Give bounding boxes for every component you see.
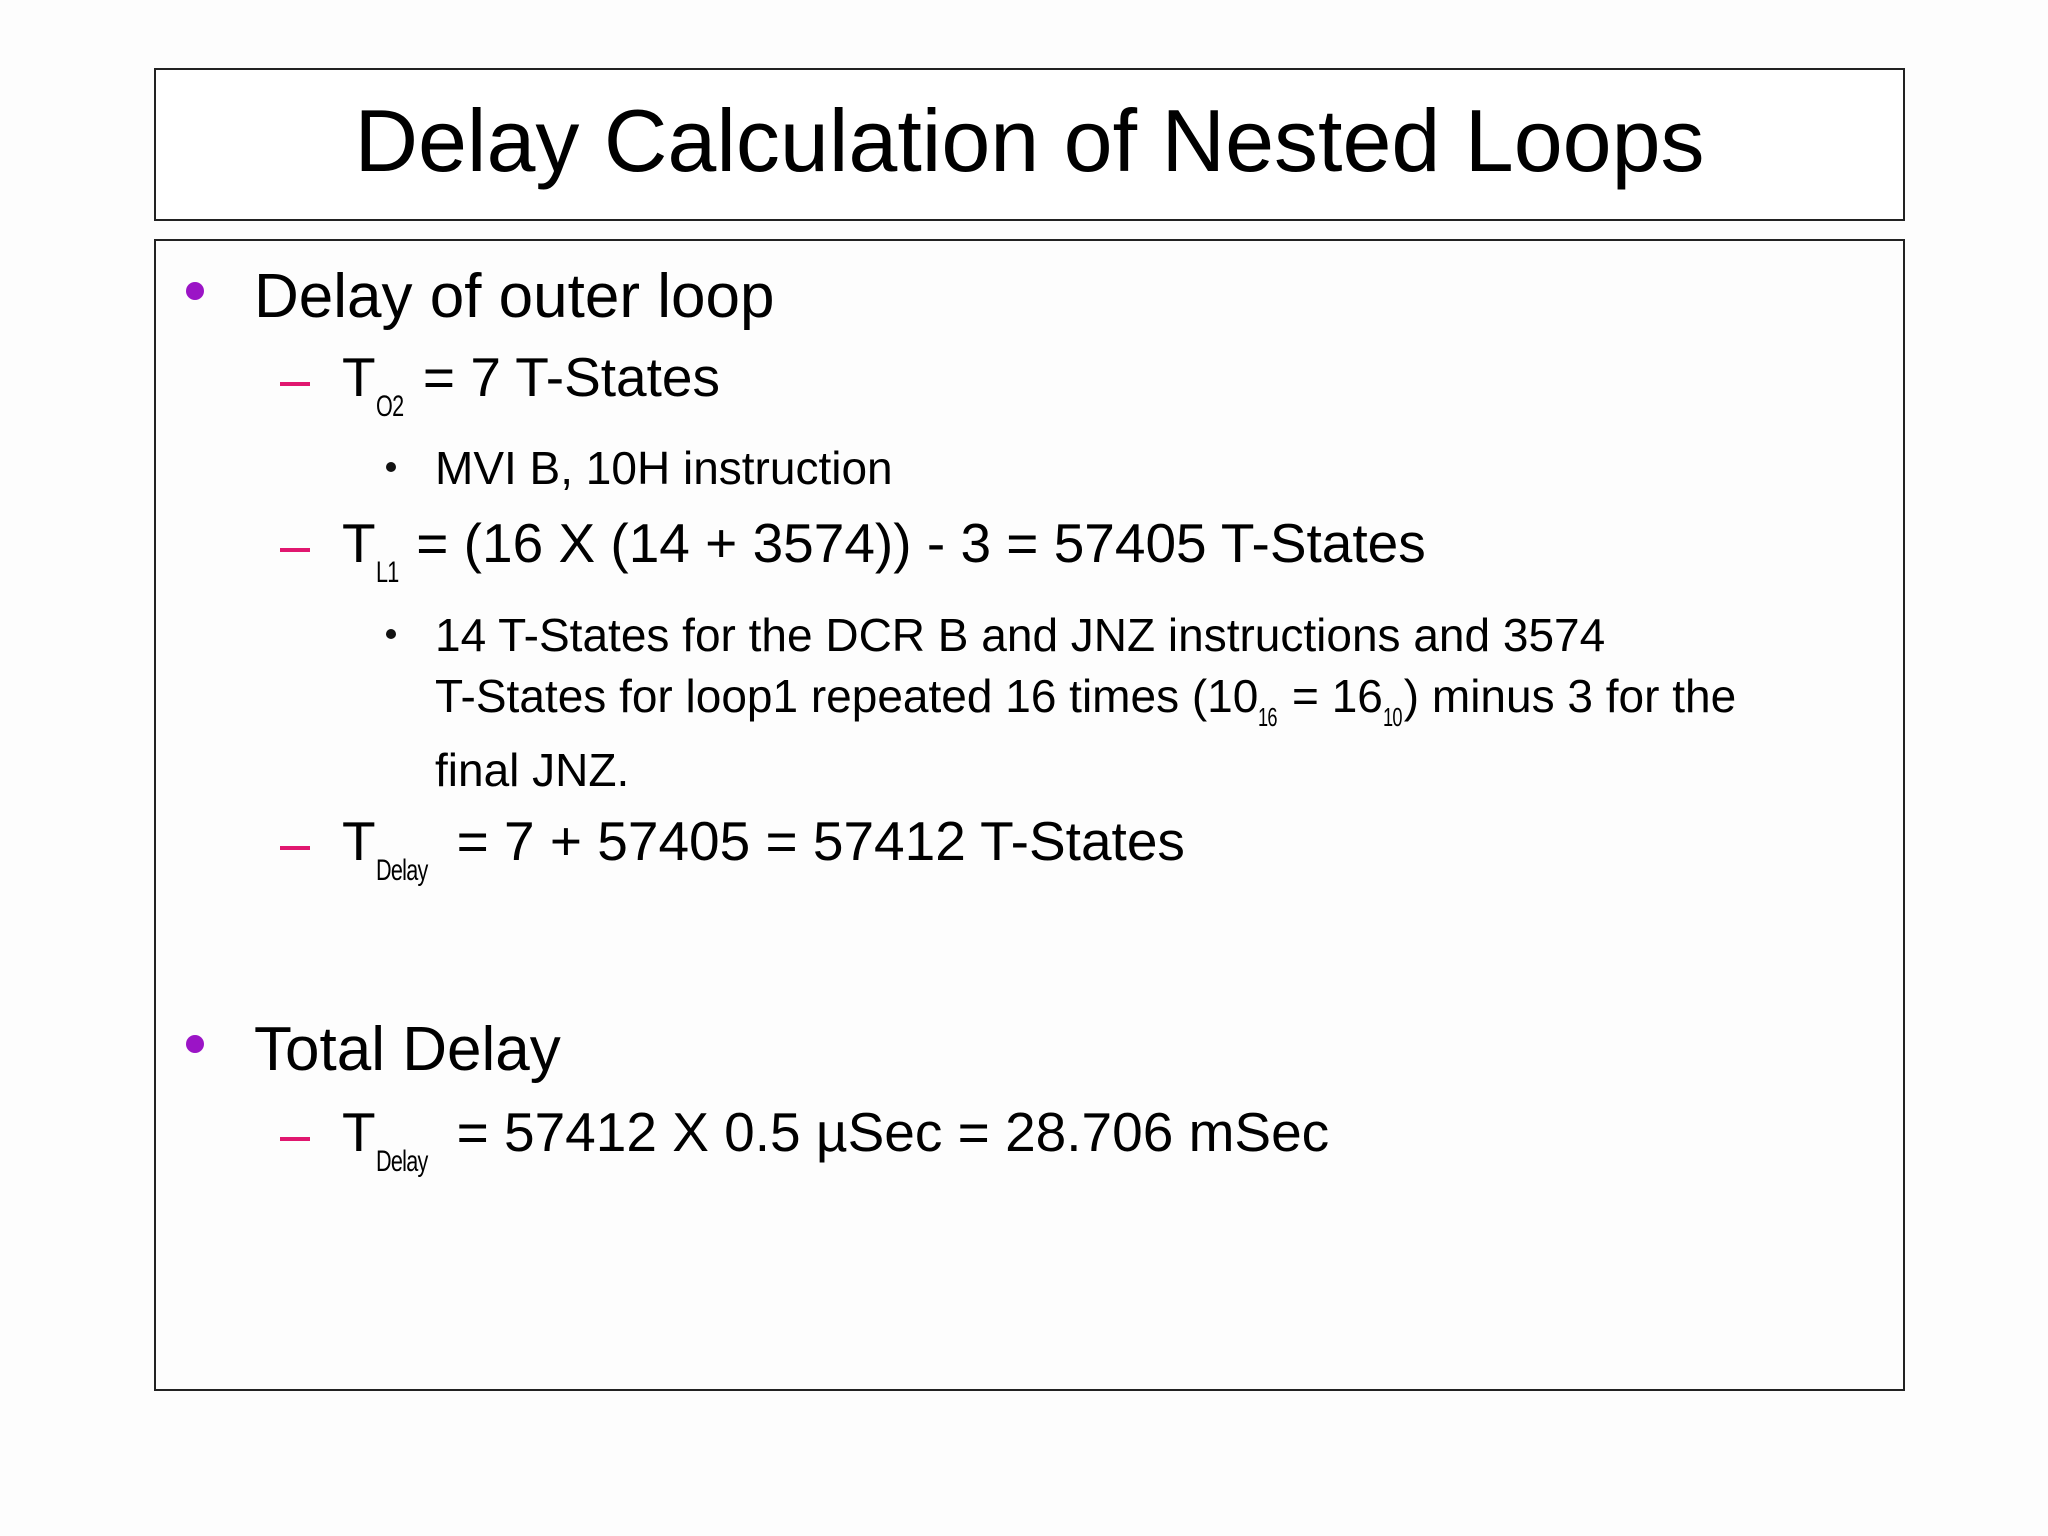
- item-tl1-note-line3: final JNZ.: [435, 744, 630, 796]
- item-to2-symbol: T: [342, 346, 376, 408]
- item-to2: [342, 345, 720, 423]
- slide-body-box: [154, 239, 1905, 1391]
- section-heading-outer-loop: Delay of outer loop: [254, 262, 775, 331]
- level1-bullet-icon: [186, 282, 204, 300]
- level3-bullet-icon: [386, 629, 396, 639]
- item-tdelay-1: [342, 809, 1185, 887]
- level2-dash-icon: [280, 548, 310, 552]
- slide-title-box: [154, 68, 1905, 221]
- level1-bullet-icon: [186, 1035, 204, 1053]
- item-tdelay-2: [342, 1100, 1330, 1178]
- item-tl1-symbol: T: [342, 512, 376, 574]
- item-tl1-note-line2: [435, 669, 1737, 732]
- item-tl1-expression: = (16 X (14 + 3574)) - 3 = 57405 T-States: [400, 512, 1426, 574]
- level2-dash-icon: [280, 1137, 310, 1141]
- section-heading-total-delay: Total Delay: [254, 1015, 561, 1084]
- item-to2-note: MVI B, 10H instruction: [435, 442, 893, 494]
- item-tdelay-1-symbol: T: [342, 810, 376, 872]
- note-line2-sub-16: 16: [1258, 702, 1278, 732]
- item-tl1-subscript: L1: [375, 556, 399, 589]
- note-line2-part-a: T-States for loop1 repeated 16 times (10: [435, 670, 1259, 722]
- item-to2-subscript: O2: [375, 390, 403, 423]
- level2-dash-icon: [280, 382, 310, 386]
- slide-title: Delay Calculation of Nested Loops: [354, 90, 1705, 190]
- note-line2-part-b: = 16: [1279, 670, 1383, 722]
- note-line2-sub-10: 10: [1382, 702, 1402, 732]
- level2-dash-icon: [280, 846, 310, 850]
- level3-bullet-icon: [386, 462, 396, 472]
- item-tdelay-1-expression: = 7 + 57405 = 57412 T-States: [441, 810, 1185, 872]
- item-tdelay-1-subscript: Delay: [375, 854, 428, 887]
- note-line2-part-c: ) minus 3 for the: [1403, 670, 1737, 722]
- item-tl1-note-line1: 14 T-States for the DCR B and JNZ instructions and 3574: [435, 609, 1606, 661]
- item-tdelay-2-expression: = 57412 X 0.5 µSec = 28.706 mSec: [441, 1101, 1330, 1163]
- item-to2-expression: = 7 T-States: [407, 346, 720, 408]
- item-tdelay-2-symbol: T: [342, 1101, 376, 1163]
- item-tdelay-2-subscript: Delay: [375, 1145, 428, 1178]
- item-tl1: [342, 511, 1426, 589]
